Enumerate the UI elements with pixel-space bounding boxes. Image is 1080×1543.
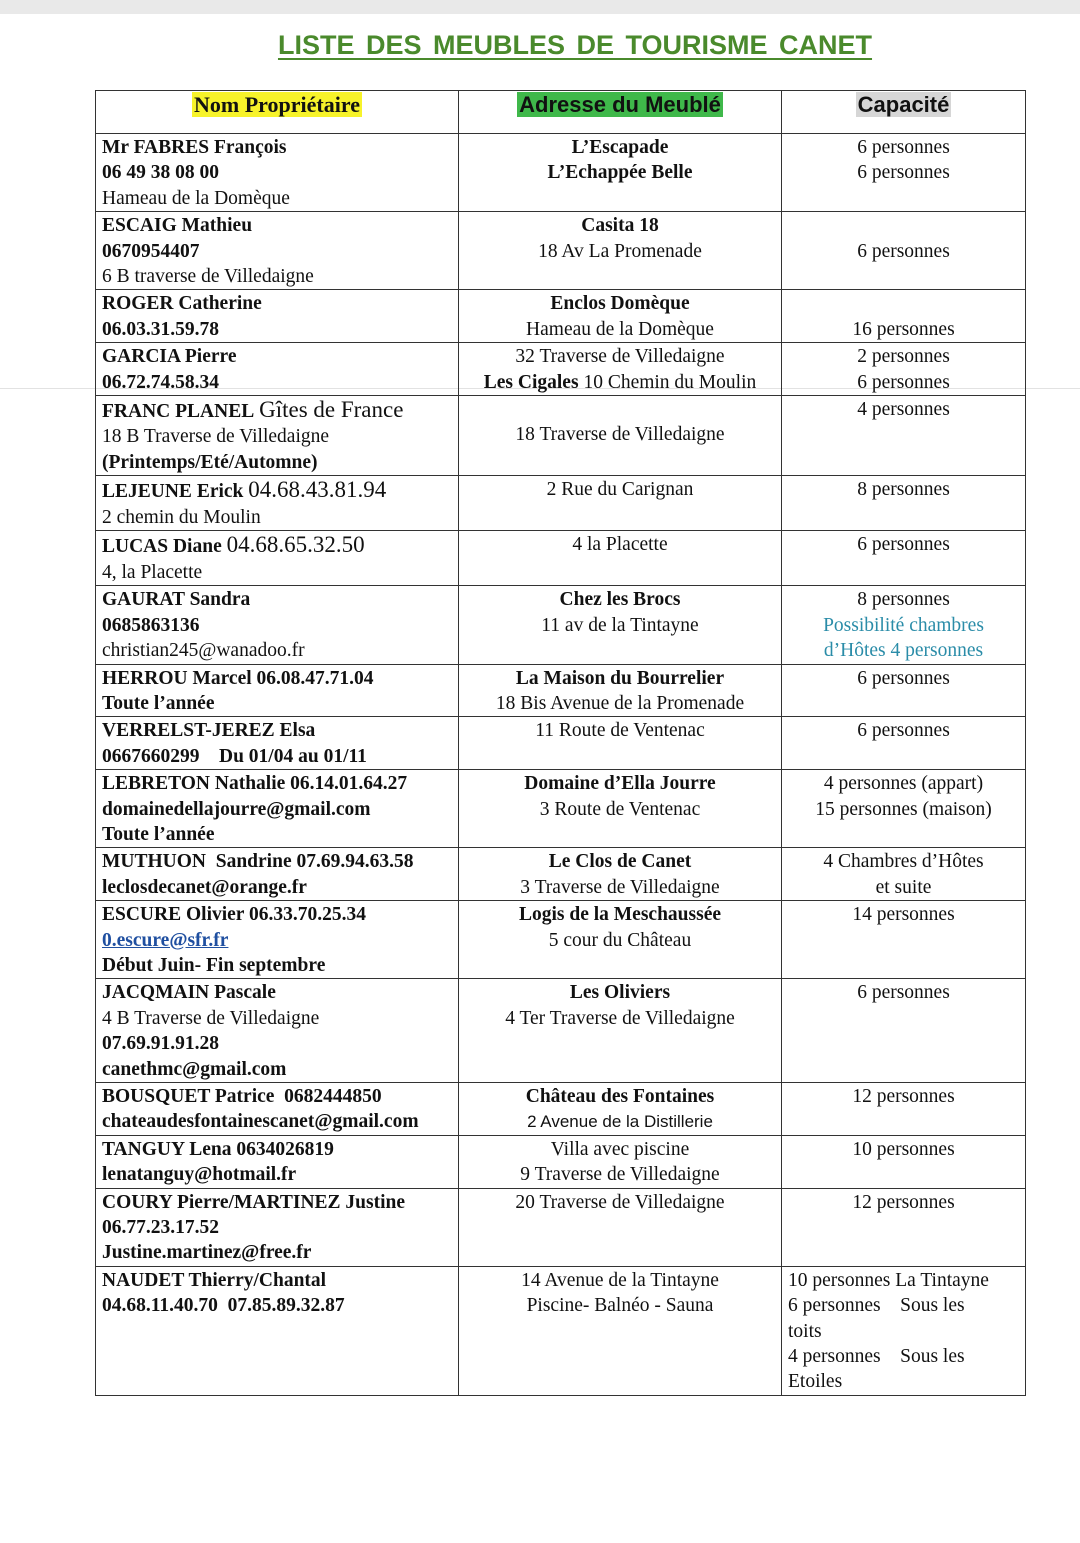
capacity-cell xyxy=(782,1083,1026,1136)
document-title: LISTE DES MEUBLES DE TOURISME CANET xyxy=(277,30,873,60)
rental-name: L’Echappée Belle xyxy=(547,162,693,184)
rental-address: 20 Traverse de Villedaigne xyxy=(515,1191,725,1213)
owner-cell xyxy=(96,290,459,343)
owner-label: Gîtes de France xyxy=(259,397,404,423)
rental-address: 18 Bis Avenue de la Promenade xyxy=(495,692,745,714)
owner-cell xyxy=(96,1135,459,1188)
owner-phone: 0685863136 xyxy=(102,614,200,636)
rental-name: Les Cigales xyxy=(483,371,579,393)
rental-address: 3 Traverse de Villedaigne xyxy=(520,876,720,898)
rental-address: 11 Route de Ventenac xyxy=(535,720,705,742)
owner-phone: 04.68.43.81.94 xyxy=(248,477,387,503)
owner-address: 4, la Placette xyxy=(102,561,203,583)
owner-cell xyxy=(96,901,459,979)
address-cell xyxy=(459,1135,782,1188)
owner-name: LEJEUNE Erick xyxy=(102,481,244,503)
address-cell xyxy=(459,1266,782,1395)
capacity-value: 4 Chambres d’Hôtes xyxy=(823,851,984,873)
capacity-value: 8 personnes xyxy=(857,479,950,501)
owner-cell xyxy=(96,396,459,476)
owner-cell xyxy=(96,979,459,1083)
owner-name: Mr FABRES François xyxy=(102,137,287,158)
capacity-value: 10 personnes La Tintayne xyxy=(788,1269,989,1291)
table-row xyxy=(96,770,1026,848)
capacity-value: 16 personnes xyxy=(852,318,955,340)
owner-name: GAURAT Sandra xyxy=(102,589,251,611)
owner-name: TANGUY Lena 0634026819 xyxy=(102,1138,334,1160)
table-row xyxy=(96,717,1026,770)
rental-address: 4 Ter Traverse de Villedaigne xyxy=(505,1007,735,1029)
address-cell xyxy=(459,134,782,212)
table-row xyxy=(96,531,1026,586)
owner-name: ESCURE Olivier 06.33.70.25.34 xyxy=(102,904,366,926)
rentals-table xyxy=(95,90,1026,1396)
owner-email: christian245@wanadoo.fr xyxy=(102,640,305,662)
address-cell xyxy=(459,586,782,664)
rental-address: 9 Traverse de Villedaigne xyxy=(520,1164,720,1186)
capacity-value: 6 personnes xyxy=(857,720,950,742)
rental-name: Enclos Domèque xyxy=(550,293,690,315)
header-owner: Nom Propriétaire xyxy=(194,92,360,117)
rental-address: 5 cour du Château xyxy=(548,929,692,951)
capacity-cell xyxy=(782,848,1026,901)
owner-address: Hameau de la Domèque xyxy=(102,187,290,209)
header-capacity-cell xyxy=(782,91,1026,134)
owner-phone: 0670954407 xyxy=(102,240,200,262)
address-cell xyxy=(459,1188,782,1266)
owner-email: domainedellajourre@gmail.com xyxy=(102,798,371,820)
owner-cell xyxy=(96,1083,459,1136)
owner-phone: 06.72.74.58.34 xyxy=(102,371,219,393)
owner-cell xyxy=(96,717,459,770)
owner-name: BOUSQUET Patrice 0682444850 xyxy=(102,1086,382,1107)
capacity-cell xyxy=(782,586,1026,664)
owner-address: 18 B Traverse de Villedaigne xyxy=(102,426,330,448)
rental-name: Villa avec piscine xyxy=(550,1138,690,1160)
capacity-cell xyxy=(782,212,1026,290)
owner-email: chateaudesfontainescanet@gmail.com xyxy=(102,1111,419,1133)
capacity-value: 2 personnes xyxy=(857,346,950,368)
owner-phone: 06.77.23.17.52 xyxy=(102,1217,219,1239)
owner-season: Toute l’année xyxy=(102,692,215,714)
table-row xyxy=(96,848,1026,901)
table-row xyxy=(96,134,1026,212)
capacity-value: 4 personnes xyxy=(857,399,950,421)
owner-cell xyxy=(96,134,459,212)
owner-name: ESCAIG Mathieu xyxy=(102,215,253,237)
table-row xyxy=(96,979,1026,1083)
table-row xyxy=(96,476,1026,531)
capacity-cell xyxy=(782,1266,1026,1395)
owner-phone: 0667660299 Du 01/04 au 01/11 xyxy=(102,745,367,767)
table-row xyxy=(96,290,1026,343)
table-row xyxy=(96,664,1026,717)
rental-name: Chez les Brocs xyxy=(559,589,681,611)
owner-phone: 07.69.91.91.28 xyxy=(102,1033,219,1055)
capacity-value: Etoiles xyxy=(788,1371,843,1393)
capacity-note: Possibilité chambres xyxy=(823,614,984,636)
address-cell xyxy=(459,290,782,343)
address-cell xyxy=(459,396,782,476)
header-row xyxy=(96,91,1026,134)
table-row xyxy=(96,212,1026,290)
rental-address: Hameau de la Domèque xyxy=(526,318,714,340)
owner-cell xyxy=(96,848,459,901)
capacity-cell xyxy=(782,901,1026,979)
capacity-value: 6 personnes xyxy=(857,534,950,556)
owner-name: HERROU Marcel 06.08.47.71.04 xyxy=(102,667,374,689)
owner-phone: 04.68.65.32.50 xyxy=(226,532,365,558)
capacity-note: d’Hôtes 4 personnes xyxy=(823,640,984,662)
capacity-value: 8 personnes xyxy=(857,589,950,611)
capacity-value: 12 personnes xyxy=(852,1191,955,1213)
owner-season: (Printemps/Eté/Automne) xyxy=(102,451,318,473)
table-row xyxy=(96,901,1026,979)
capacity-value: 12 personnes xyxy=(852,1086,955,1107)
owner-email-link[interactable]: 0.escure@sfr.fr xyxy=(102,929,229,951)
capacity-cell xyxy=(782,476,1026,531)
address-cell xyxy=(459,717,782,770)
capacity-cell xyxy=(782,1188,1026,1266)
table-row xyxy=(96,1266,1026,1395)
capacity-value: et suite xyxy=(875,876,932,898)
capacity-cell xyxy=(782,1135,1026,1188)
table-row xyxy=(96,396,1026,476)
capacity-cell xyxy=(782,770,1026,848)
owner-cell xyxy=(96,476,459,531)
table-row xyxy=(96,343,1026,396)
address-cell xyxy=(459,531,782,586)
capacity-cell xyxy=(782,134,1026,212)
owner-cell xyxy=(96,1188,459,1266)
capacity-value: 6 personnes xyxy=(857,667,950,689)
owner-email: leclosdecanet@orange.fr xyxy=(102,876,307,898)
capacity-value: 6 personnes xyxy=(857,371,950,393)
owner-email: Justine.martinez@free.fr xyxy=(102,1242,312,1264)
owner-cell xyxy=(96,531,459,586)
owner-cell xyxy=(96,586,459,664)
rental-address: 2 Avenue de la Distillerie xyxy=(527,1112,713,1132)
address-cell xyxy=(459,1083,782,1136)
rental-name: Domaine d’Ella Jourre xyxy=(524,773,716,795)
capacity-value: 6 personnes Sous les xyxy=(788,1295,965,1317)
owner-phone: 04.68.11.40.70 07.85.89.32.87 xyxy=(102,1295,345,1317)
owner-cell xyxy=(96,1266,459,1395)
capacity-cell xyxy=(782,290,1026,343)
owner-name: FRANC PLANEL xyxy=(102,401,255,423)
owner-email: lenatanguy@hotmail.fr xyxy=(102,1164,297,1186)
capacity-cell xyxy=(782,396,1026,476)
capacity-cell xyxy=(782,717,1026,770)
owner-cell xyxy=(96,212,459,290)
owner-name: LUCAS Diane xyxy=(102,536,222,558)
owner-name: COURY Pierre/MARTINEZ Justine xyxy=(102,1191,406,1213)
rental-address: 18 Traverse de Villedaigne xyxy=(515,424,725,446)
owner-season: Début Juin- Fin septembre xyxy=(102,954,326,976)
rental-name: Les Oliviers xyxy=(569,982,671,1004)
rental-name: Château des Fontaines xyxy=(525,1086,715,1107)
rental-name: Casita 18 xyxy=(581,215,659,237)
rental-address: 2 Rue du Carignan xyxy=(546,479,694,501)
capacity-value: 10 personnes xyxy=(852,1138,955,1160)
address-cell xyxy=(459,901,782,979)
capacity-value: 6 personnes xyxy=(857,137,950,158)
rental-address: 10 Chemin du Moulin xyxy=(583,371,757,393)
owner-name: MUTHUON Sandrine 07.69.94.63.58 xyxy=(102,851,414,873)
address-cell xyxy=(459,343,782,396)
rental-amenities: Piscine- Balnéo - Sauna xyxy=(526,1295,714,1317)
rental-name: L’Escapade xyxy=(571,137,669,158)
capacity-cell xyxy=(782,343,1026,396)
scan-top-bar xyxy=(0,0,1080,14)
address-cell xyxy=(459,212,782,290)
owner-email: canethmc@gmail.com xyxy=(102,1058,287,1080)
owner-name: JACQMAIN Pascale xyxy=(102,982,276,1004)
rental-address: 18 Av La Promenade xyxy=(538,240,702,262)
owner-cell xyxy=(96,770,459,848)
rental-name: Logis de la Meschaussée xyxy=(518,904,722,926)
rental-address: 4 la Placette xyxy=(572,534,668,556)
capacity-cell xyxy=(782,531,1026,586)
table-row xyxy=(96,1188,1026,1266)
owner-address: 4 B Traverse de Villedaigne xyxy=(102,1007,320,1029)
capacity-value: 6 personnes xyxy=(857,982,950,1004)
owner-address: 2 chemin du Moulin xyxy=(102,506,261,528)
owner-name: VERRELST-JEREZ Elsa xyxy=(102,720,316,742)
capacity-cell xyxy=(782,664,1026,717)
owner-name: NAUDET Thierry/Chantal xyxy=(102,1269,327,1291)
rental-name: La Maison du Bourrelier xyxy=(515,667,725,689)
table-row xyxy=(96,1083,1026,1136)
capacity-cell xyxy=(782,979,1026,1083)
capacity-value: 4 personnes Sous les xyxy=(788,1346,965,1368)
address-cell xyxy=(459,664,782,717)
rental-address: 3 Route de Ventenac xyxy=(539,798,701,820)
address-cell xyxy=(459,979,782,1083)
owner-address: 6 B traverse de Villedaigne xyxy=(102,266,314,288)
owner-name: ROGER Catherine xyxy=(102,293,262,315)
rental-address: 14 Avenue de la Tintayne xyxy=(521,1269,719,1291)
capacity-value: toits xyxy=(788,1320,822,1342)
owner-name: GARCIA Pierre xyxy=(102,346,237,368)
rental-name: Le Clos de Canet xyxy=(548,851,692,873)
owner-name: LEBRETON Nathalie 06.14.01.64.27 xyxy=(102,773,408,795)
address-cell xyxy=(459,770,782,848)
table-row xyxy=(96,1135,1026,1188)
capacity-value: 6 personnes xyxy=(857,240,950,262)
header-address-cell xyxy=(459,91,782,134)
address-cell xyxy=(459,476,782,531)
capacity-value: 15 personnes (maison) xyxy=(815,798,992,820)
capacity-value: 6 personnes xyxy=(857,162,950,184)
owner-cell xyxy=(96,664,459,717)
table-row xyxy=(96,586,1026,664)
capacity-value: 4 personnes (appart) xyxy=(823,773,984,795)
rental-address: 11 av de la Tintayne xyxy=(541,614,699,636)
owner-season: Toute l’année xyxy=(102,823,215,845)
owner-cell xyxy=(96,343,459,396)
header-address: Adresse du Meublé xyxy=(519,92,721,117)
capacity-value: 14 personnes xyxy=(852,904,955,926)
owner-phone: 06.03.31.59.78 xyxy=(102,318,219,340)
address-cell xyxy=(459,848,782,901)
header-owner-cell xyxy=(96,91,459,134)
owner-phone: 06 49 38 08 00 xyxy=(102,162,219,184)
header-capacity: Capacité xyxy=(857,92,950,117)
rental-address: 32 Traverse de Villedaigne xyxy=(515,346,725,368)
